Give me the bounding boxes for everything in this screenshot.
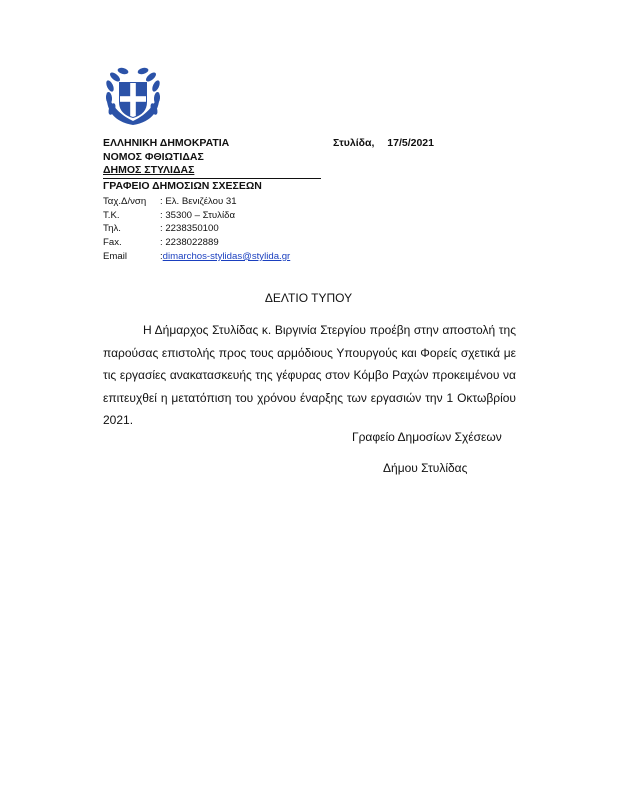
contact-value: : 2238022889	[160, 237, 219, 249]
municipality-heading: ΔΗΜΟΣ ΣΤΥΛΙΔΑΣ	[103, 164, 195, 177]
prefecture-heading: ΝΟΜΟΣ ΦΘΙΩΤΙΔΑΣ	[103, 150, 204, 163]
signature-office: Γραφείο Δημοσίων Σχέσεων	[352, 430, 502, 444]
date-text: 17/5/2021	[387, 137, 434, 149]
email-prefix: :	[160, 250, 163, 262]
contact-label: Τ.Κ.	[103, 209, 120, 221]
contact-value: : 35300 – Στυλίδα	[160, 209, 235, 221]
date-line	[333, 137, 434, 149]
contact-row	[103, 195, 290, 209]
letterhead	[103, 137, 333, 193]
email-label: Email	[103, 250, 127, 262]
place-text: Στυλίδα,	[333, 137, 375, 149]
republic-heading: ΕΛΛΗΝΙΚΗ ΔΗΜΟΚΡΑΤΙΑ	[103, 137, 230, 149]
office-heading: ΓΡΑΦΕΙΟ ΔΗΜΟΣΙΩΝ ΣΧΕΣΕΩΝ	[103, 178, 321, 194]
document-title: ΔΕΛΤΙΟ ΤΥΠΟΥ	[264, 291, 353, 305]
contact-block	[103, 195, 290, 264]
email-link[interactable]: dimarchos-stylidas@stylida.gr	[162, 250, 291, 262]
contact-row	[103, 222, 290, 236]
contact-label: Τηλ.	[103, 223, 121, 235]
contact-row	[103, 209, 290, 223]
contact-value: : Ελ. Βενιζέλου 31	[160, 196, 237, 207]
contact-label: Ταχ.Δ/νση	[103, 196, 147, 207]
contact-label: Fax.	[103, 237, 122, 249]
body-paragraph: Η Δήμαρχος Στυλίδας κ. Βιργινία Στεργίου προέβη στην αποστολή της παρούσας επιστολής προς τους αρμόδιους Υπουργούς και Φορείς σχετικά με τις εργασίες ανακατασκευής της γέφυρας στον Κόμβο Ραχών προκειμένου να επιτευχθεί η μετατόπιση του χρόνου έναρξης των εργασιών την 1 Οκτωβρίου 2021.	[103, 323, 516, 427]
coat-of-arms-icon	[102, 66, 164, 128]
email-row	[103, 250, 290, 264]
signature-municipality: Δήμου Στυλίδας	[383, 461, 468, 475]
contact-row	[103, 236, 290, 250]
contact-value: : 2238350100	[160, 223, 219, 235]
